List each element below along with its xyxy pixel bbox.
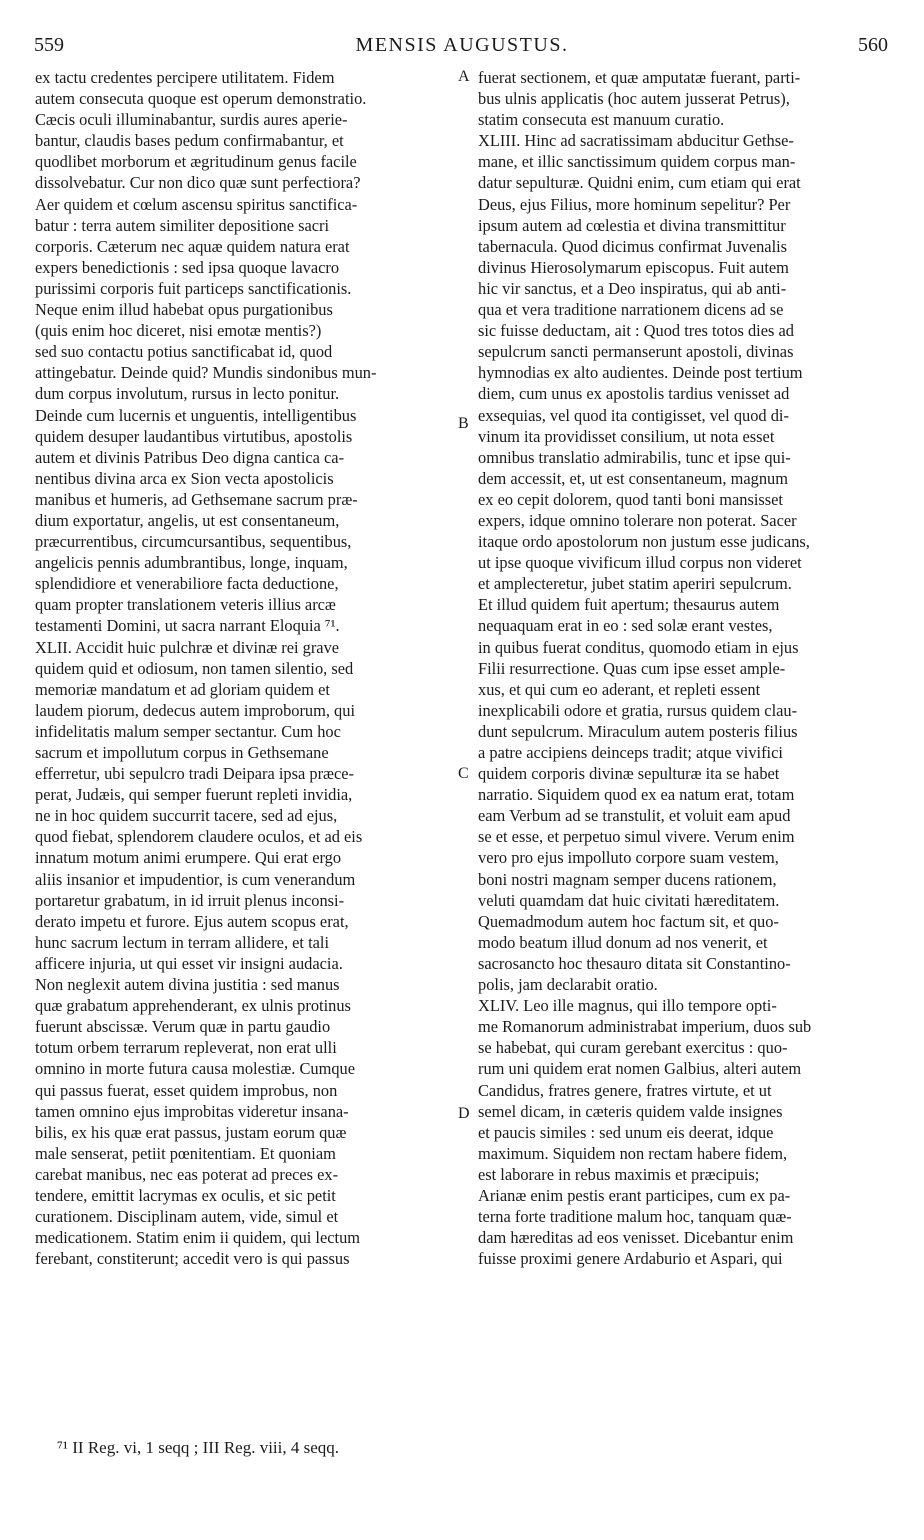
- text-line: (quis enim hoc diceret, nisi emotæ mentis?): [35, 321, 322, 341]
- text-line: fuerunt abscissæ. Verum quæ in partu gaudio: [35, 1017, 331, 1037]
- text-line: Quemadmodum autem hoc factum sit, et quo-: [478, 911, 779, 931]
- margin-marker-d: D: [458, 1105, 470, 1122]
- text-line: quam propter translationem veteris illius arcæ: [35, 595, 336, 615]
- text-line: laudem piorum, dedecus autem improborum, qui: [35, 700, 356, 720]
- text-line: dem accessit, et, ut est consentaneum, magnum: [478, 468, 788, 488]
- text-line: vinum ita providisset consilium, ut nota esset: [478, 426, 775, 446]
- text-line: sepulcrum sancti permanserunt apostoli, divinas: [478, 342, 794, 362]
- text-line: XLIII. Hinc ad sacratissimam abducitur Gethse-: [478, 131, 794, 151]
- text-line: bus ulnis applicatis (hoc autem jusserat Petrus),: [478, 89, 790, 109]
- running-title: MENSIS AUGUSTUS.: [355, 34, 569, 56]
- text-line: inexplicabili odore et gratia, rursus quidem clau-: [478, 700, 798, 720]
- text-line: narratio. Siquidem quod ex ea natum erat, totam: [478, 785, 795, 805]
- text-line: expers benedictionis : sed ipsa quoque lavacro: [35, 257, 340, 277]
- text-line: divinus Hierosolymarum episcopus. Fuit autem: [478, 257, 789, 277]
- text-line: Filii resurrectione. Quas cum ipse esset ample-: [478, 658, 786, 678]
- text-line: præcurrentibus, circumcursantibus, sequentibus,: [35, 532, 352, 552]
- text-line: terna forte traditione malum hoc, tanquam quæ-: [478, 1207, 792, 1227]
- page-header: [0, 34, 924, 64]
- text-line: maximum. Siquidem non rectam habere fidem,: [478, 1143, 788, 1163]
- text-line: qua et vera traditione narrationem dicens ad se: [478, 300, 784, 320]
- text-line: se et esse, et perpetuo simul vivere. Verum enim: [478, 827, 795, 847]
- text-line: hic vir sanctus, et a Deo inspiratus, qui ab anti-: [478, 278, 787, 298]
- text-line: xus, et qui cum eo aderant, et repleti essent: [478, 679, 761, 699]
- text-line: omnibus translatio admirabilis, tunc et ipse qui-: [478, 447, 791, 467]
- text-line: quod fiebat, splendorem claudere oculos, et ad eis: [35, 827, 363, 847]
- text-line: rum uni quidem erat nomen Galbius, alteri autem: [478, 1059, 802, 1079]
- text-line: a patre accipiens deinceps tradit; atque vivifici: [478, 743, 783, 762]
- text-line: infidelitatis malum semper sectantur. Cum hoc: [35, 721, 341, 741]
- text-line: Candidus, fratres genere, fratres virtute, et ut: [478, 1080, 772, 1100]
- text-line: me Romanorum administrabat imperium, duos sub: [478, 1017, 812, 1037]
- text-line: nequaquam erat in eo : sed solæ erant vestes,: [478, 616, 773, 636]
- text-line: ferebant, constiterunt; accedit vero is qui passus: [35, 1249, 350, 1269]
- text-line: mane, et illic sanctissimum quidem corpus man-: [478, 152, 796, 172]
- text-line: in quibus fuerat conditus, quomodo etiam in ejus: [478, 637, 799, 657]
- text-line: fuisse proximi genere Ardaburio et Aspari, qui: [478, 1249, 783, 1269]
- text-line: est laborare in rebus maximis et præcipuis;: [478, 1164, 760, 1184]
- text-line: exsequias, vel quod ita contigisset, vel quod di-: [478, 405, 789, 425]
- text-line: carebat manibus, nec eas poterat ad preces ex-: [35, 1164, 339, 1184]
- text-line: datur sepulturæ. Quidni enim, cum etiam qui erat: [478, 173, 801, 193]
- text-line: Aer quidem et cœlum ascensu spiritus sanctifica-: [35, 194, 358, 214]
- text-line: sic fuisse deductam, ait : Quod tres totos dies ad: [478, 321, 794, 341]
- text-line: autem et divinis Patribus Deo digna cantica ca-: [35, 447, 345, 467]
- text-line: boni nostri magnam semper ducens rationem,: [478, 869, 777, 889]
- text-line: male senserat, petiit pœnitentiam. Et quoniam: [35, 1143, 336, 1163]
- text-line: batur : terra autem similiter depositione sacri: [35, 215, 330, 235]
- text-line: tabernacula. Quod dicimus confirmat Juvenalis: [478, 236, 788, 256]
- text-line: bantur, claudis bases pedum confirmabantur, et: [35, 131, 344, 151]
- text-line: ex eo cepit dolorem, quod tanti boni mansisset: [478, 489, 783, 509]
- text-line: itaque ordo apostolorum non justum esse judicans,: [478, 532, 810, 552]
- text-line: quæ grabatum apprehenderant, ex ulnis protinus: [35, 996, 351, 1016]
- text-line: ut ipse quoque vivificum illud corpus non videret: [478, 553, 802, 573]
- text-line: hunc sacrum lectum in terram allidere, et tali: [35, 932, 329, 952]
- margin-marker-a: A: [458, 68, 470, 85]
- text-line: XLIV. Leo ille magnus, qui illo tempore opti-: [478, 996, 777, 1016]
- text-line: ne in hoc quidem succurrit tacere, sed ad ejus,: [35, 806, 338, 826]
- text-line: quidem corporis divinæ sepulturæ ita se habet: [478, 764, 780, 784]
- text-line: afficere injuria, ut qui esset vir insigni audacia.: [35, 953, 343, 973]
- text-line: sacrosancto hoc thesauro ditata sit Constantino-: [478, 953, 791, 973]
- text-line: bilis, ex his quæ erat passus, justam eorum quæ: [35, 1122, 347, 1142]
- text-line: et amplecteretur, jubet statim aperiri sepulcrum.: [478, 574, 792, 594]
- text-line: derato impetu et furore. Ejus autem scopus erat,: [35, 911, 349, 931]
- footnote: ⁷¹ II Reg. vi, 1 seqq ; III Reg. viii, 4 seqq.: [57, 1438, 340, 1457]
- text-line: dam hæreditas ad eos venisset. Dicebantur enim: [478, 1228, 794, 1248]
- text-line: Et illud quidem fuit apertum; thesaurus autem: [478, 595, 780, 615]
- text-line: attingebatur. Deinde quid? Mundis sindonibus mun-: [35, 363, 377, 383]
- text-line: splendidiore et venerabiliore facta deductione,: [35, 574, 339, 594]
- text-line: diem, cum unus ex apostolis tardius venisset ad: [478, 384, 790, 404]
- text-line: XLII. Accidit huic pulchræ et divinæ rei grave: [35, 637, 340, 657]
- text-line: fuerat sectionem, et quæ amputatæ fuerant, parti-: [478, 68, 801, 87]
- text-line: curationem. Disciplinam autem, vide, simul et: [35, 1207, 339, 1227]
- margin-marker-b: B: [458, 415, 469, 432]
- text-line: quodlibet morborum et ægritudinum genus facile: [35, 152, 357, 172]
- text-line: dium exportatur, angelis, ut est consentaneum,: [35, 510, 340, 530]
- page-number-right: 560: [858, 34, 888, 56]
- text-line: Arianæ enim pestis erant participes, cum ex pa-: [478, 1185, 791, 1205]
- text-line: Non neglexit autem divina justitia : sed manus: [35, 975, 340, 995]
- text-line: sacrum et impollutum corpus in Gethsemane: [35, 743, 329, 762]
- text-line: efferretur, ubi sepulcro tradi Deipara ipsa præce-: [35, 764, 354, 784]
- text-line: modo beatum illud donum ad nos venerit, et: [478, 932, 768, 952]
- text-line: corporis. Cæterum nec aquæ quidem natura erat: [35, 236, 350, 256]
- text-line: perat, Judæis, qui semper fuerunt repleti invidia,: [35, 785, 353, 805]
- text-line: nentibus divina arca ex Sion vecta apostolicis: [35, 468, 334, 488]
- text-line: expers, idque omnino tolerare non poterat. Sacer: [478, 510, 797, 530]
- text-line: veluti quamdam dat huic civitati hæreditatem.: [478, 890, 780, 910]
- text-line: innatum motum animi erumpere. Qui erat ergo: [35, 848, 342, 868]
- text-line: memoriæ mandatum et ad gloriam quidem et: [35, 679, 330, 699]
- text-line: omnino in morte futura causa molestiæ. Cumque: [35, 1059, 356, 1079]
- text-line: Neque enim illud habebat opus purgationibus: [35, 300, 333, 320]
- text-line: et paucis similes : sed unum eis deerat, idque: [478, 1122, 774, 1142]
- text-line: ipsum autem ad cœlestia et divina transmittitur: [478, 215, 786, 235]
- text-line: testamenti Domini, ut sacra narrant Eloquia ⁷¹.: [35, 616, 340, 636]
- text-line: vero pro ejus impolluto corpore suam vestem,: [478, 848, 779, 868]
- page-number-left: 559: [34, 34, 64, 56]
- text-line: tendere, emittit lacrymas ex oculis, et sic petit: [35, 1185, 336, 1205]
- text-line: eam Verbum ad se transtulit, et voluit eam apud: [478, 806, 791, 826]
- text-line: totum orbem terrarum repleverat, non erat ulli: [35, 1038, 337, 1058]
- text-line: sed suo contactu potius sanctificabat id, quod: [35, 342, 333, 362]
- margin-marker-c: C: [458, 765, 469, 782]
- text-line: dum corpus involutum, rursus in lecto ponitur.: [35, 384, 340, 404]
- text-line: tamen omnino ejus improbitas videretur insana-: [35, 1101, 349, 1121]
- text-line: Cæcis oculi illuminabantur, surdis aures aperie-: [35, 110, 348, 130]
- right-column: [478, 67, 890, 1269]
- text-line: aliis insanior et impudentior, is cum venerandum: [35, 869, 356, 889]
- text-line: qui passus fuerat, esset quidem improbus, non: [35, 1080, 338, 1100]
- text-line: ex tactu credentes percipere utilitatem. Fidem: [35, 68, 335, 87]
- text-line: semel dicam, in cæteris quidem valde insignes: [478, 1101, 783, 1121]
- text-line: angelicis pennis adumbrantibus, longe, inquam,: [35, 553, 348, 573]
- text-line: polis, jam declarabit oratio.: [478, 975, 658, 995]
- text-line: statim consecuta est manuum curatio.: [478, 110, 725, 130]
- text-line: portaretur grabatum, in id irruit plenus inconsi-: [35, 890, 345, 910]
- text-line: hymnodias ex alto audientes. Deinde post tertium: [478, 363, 803, 383]
- text-line: purissimi corporis fuit particeps sanctificationis.: [35, 278, 352, 298]
- text-line: quidem quid et odiosum, non tamen silentio, sed: [35, 658, 354, 678]
- text-line: medicationem. Statim enim ii quidem, qui lectum: [35, 1228, 361, 1248]
- text-line: quidem desuper laudantibus virtutibus, apostolis: [35, 426, 353, 446]
- text-line: autem consecuta quoque est operum demonstratio.: [35, 89, 367, 109]
- text-line: se habebat, qui curam gerebant exercitus : quo-: [478, 1038, 788, 1058]
- text-line: dissolvebatur. Cur non dico quæ sunt perfectiora?: [35, 173, 361, 193]
- text-line: manibus et humeris, ad Gethsemane sacrum præ-: [35, 489, 358, 509]
- left-column: [35, 67, 455, 1269]
- text-line: Deinde cum lucernis et unguentis, intelligentibus: [35, 405, 357, 425]
- text-line: dunt sepulcrum. Miraculum autem posteris filius: [478, 721, 798, 741]
- text-line: Deus, ejus Filius, more hominum sepelitur? Per: [478, 194, 791, 214]
